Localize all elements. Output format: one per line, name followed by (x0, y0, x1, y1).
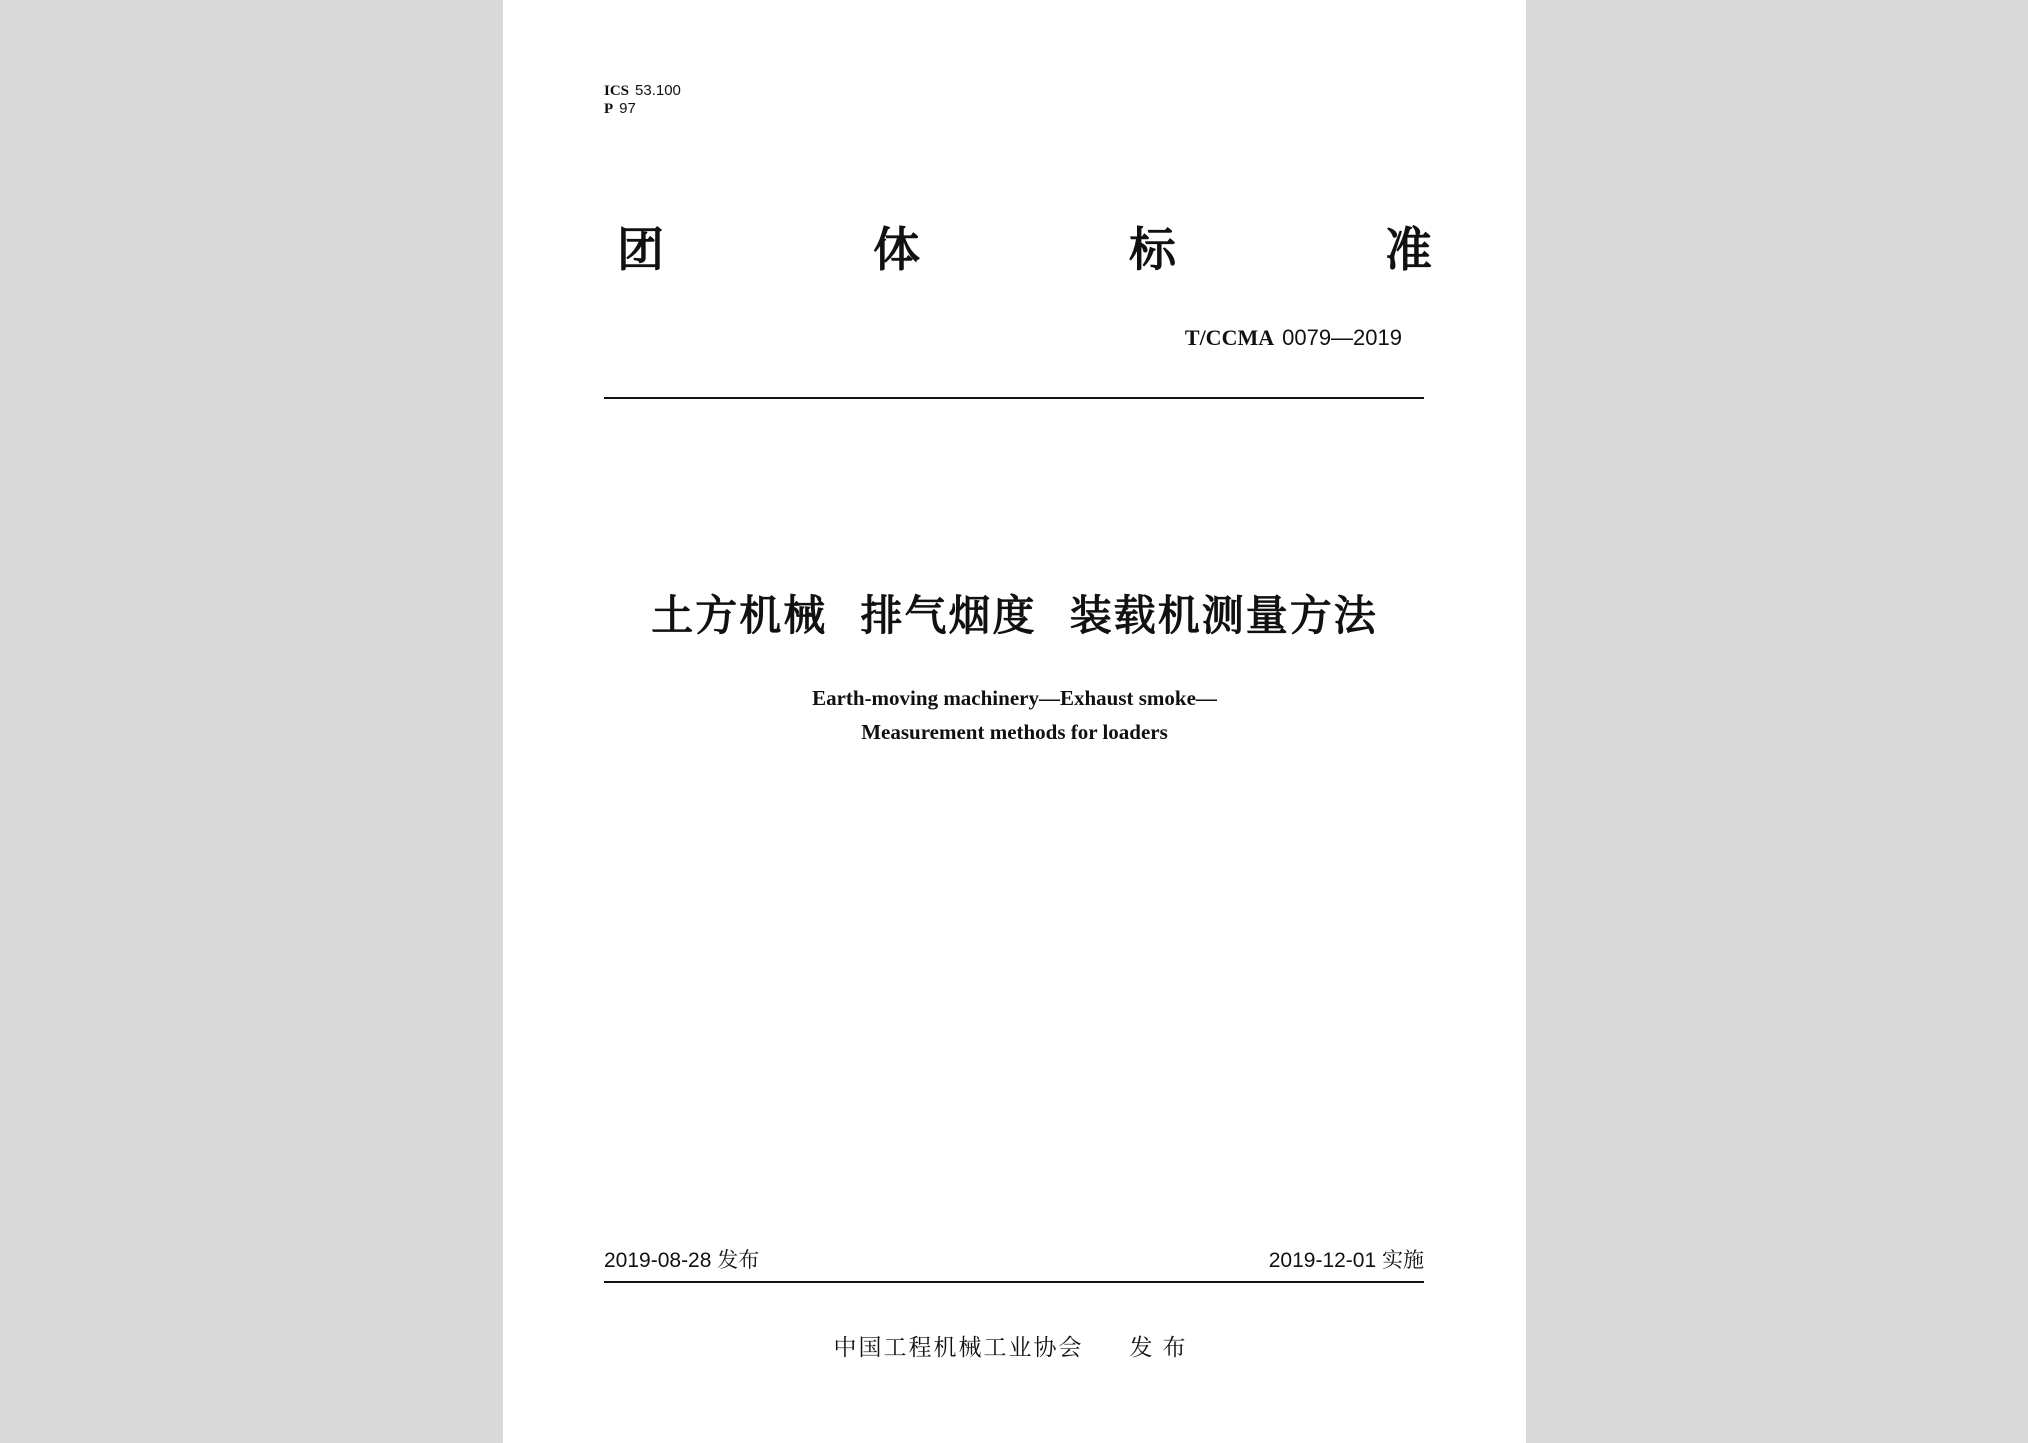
publisher-name: 中国工程机械工业协会 (833, 1335, 1084, 1361)
title-char-1: 团 (617, 223, 664, 278)
ics-value: 53.100 (635, 82, 681, 99)
title-char-3: 标 (1129, 223, 1176, 278)
standard-type-title (617, 223, 1432, 279)
standard-code-prefix: T/CCMA (1184, 325, 1275, 350)
english-title-line-1: Earth-moving machinery—Exhaust smoke— (812, 686, 1217, 710)
publisher-action: 发布 (1129, 1335, 1196, 1361)
document-page (503, 0, 1526, 1443)
ccs-value: 97 (619, 100, 636, 117)
ccs-code (604, 100, 681, 118)
title-char-2: 体 (873, 223, 920, 278)
standard-code-number: 0079—2019 (1282, 325, 1402, 350)
standard-code (1185, 325, 1402, 352)
implementation-date: 2019-12-01 实施 (1268, 1249, 1424, 1272)
ics-code (604, 82, 681, 100)
issue-date: 2019-08-28 发布 (604, 1249, 760, 1272)
date-row (604, 1248, 1424, 1274)
footer-divider (604, 1281, 1424, 1283)
header-divider (604, 397, 1424, 399)
chinese-title: 土方机械 排气烟度 装载机测量方法 (651, 591, 1378, 640)
title-char-4: 准 (1385, 223, 1432, 278)
english-title (503, 681, 1526, 749)
classification-codes (604, 82, 681, 118)
english-title-line-2: Measurement methods for loaders (861, 720, 1168, 744)
ccs-label: P (604, 101, 614, 117)
ics-label: ICS (604, 83, 630, 99)
publisher (503, 1333, 1526, 1363)
